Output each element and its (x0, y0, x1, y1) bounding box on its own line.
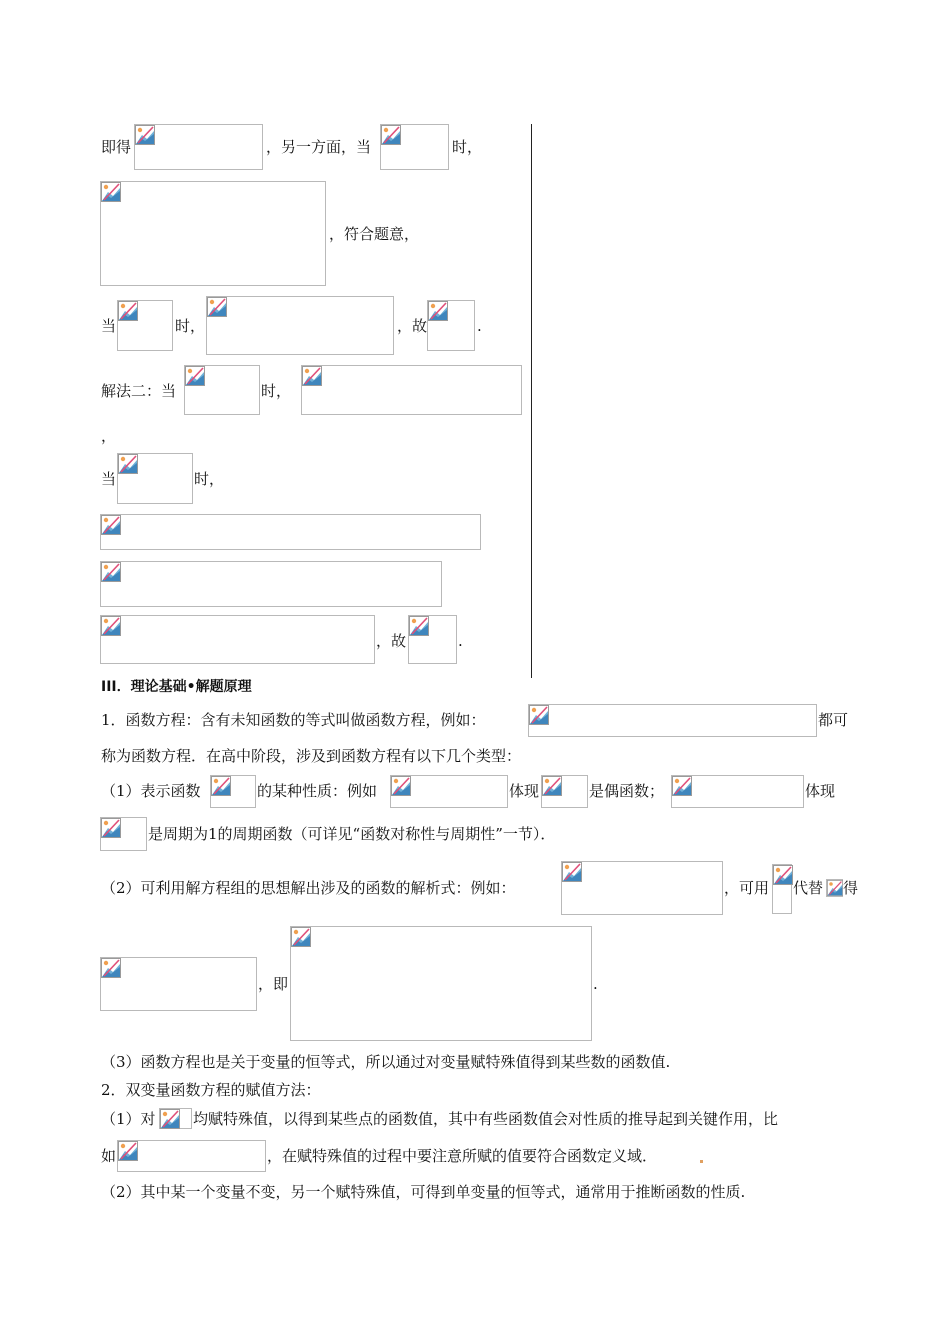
broken-image-icon (101, 515, 121, 535)
formula-image (117, 453, 193, 504)
section-heading: III．理论基础•解题原理 (101, 679, 252, 695)
text: ，故 (397, 317, 428, 335)
formula-image (301, 365, 522, 415)
formula-image (159, 1108, 192, 1129)
broken-image-icon (773, 865, 793, 885)
formula-image (134, 124, 263, 170)
broken-image-icon (211, 776, 231, 796)
text: ，另一方面，当 (266, 138, 372, 156)
broken-image-icon (118, 301, 138, 321)
text: 当 (101, 470, 117, 488)
broken-image-icon (101, 182, 121, 202)
formula-image (290, 926, 592, 1041)
broken-image-icon (118, 1141, 138, 1161)
broken-image-icon (185, 366, 205, 386)
broken-image-icon (101, 562, 121, 582)
formula-image (427, 300, 475, 351)
text: （1）对 (101, 1110, 156, 1128)
broken-image-icon (101, 958, 121, 978)
text: 的某种性质：例如 (257, 782, 378, 800)
formula-image (561, 861, 723, 915)
formula-image (117, 300, 173, 351)
broken-image-icon (672, 776, 692, 796)
formula-image (826, 879, 843, 897)
text: . (593, 975, 598, 993)
broken-image-icon (529, 705, 549, 725)
formula-image (100, 514, 481, 550)
formula-image (100, 957, 257, 1011)
text: ，符合题意， (329, 225, 420, 243)
text: 时， (194, 470, 225, 488)
text: 1．函数方程：含有未知函数的等式叫做函数方程，例如： (101, 711, 486, 729)
text: 是周期为1的周期函数（可详见“函数对称性与周期性”一节）． (148, 825, 556, 843)
text: . (477, 317, 482, 335)
formula-image (100, 817, 147, 851)
broken-image-icon (302, 366, 322, 386)
text: 均赋特殊值，以得到某些点的函数值，其中有些函数值会对性质的推导起到关键作用，比 (193, 1110, 779, 1128)
text: ，故 (376, 632, 407, 650)
text: （1）表示函数 (101, 782, 201, 800)
broken-image-icon (101, 818, 121, 838)
broken-image-icon (428, 301, 448, 321)
broken-image-icon (381, 125, 401, 145)
formula-image (100, 181, 326, 286)
broken-image-icon (409, 616, 429, 636)
formula-image (390, 775, 508, 808)
text: ，即 (258, 975, 289, 993)
formula-image (772, 864, 792, 914)
formula-image (184, 365, 260, 415)
formula-image (117, 1140, 266, 1172)
text: 是偶函数； (589, 782, 665, 800)
text: 时， (261, 382, 292, 400)
formula-image (528, 704, 817, 737)
formula-image (100, 615, 375, 664)
text: ， (101, 427, 117, 445)
text: 代替 (793, 879, 824, 897)
formula-image (210, 775, 256, 808)
formula-image (541, 775, 588, 808)
text: 解法二：当 (101, 382, 177, 400)
broken-image-icon (101, 616, 121, 636)
text: 如 (101, 1147, 117, 1165)
text: 得 (843, 879, 859, 897)
text: 时， (452, 138, 483, 156)
text: 体现 (805, 782, 836, 800)
broken-image-icon (160, 1109, 180, 1129)
broken-image-icon (542, 776, 562, 796)
text: 即得 (101, 138, 132, 156)
text: （2）可利用解方程组的思想解出涉及的函数的解析式：例如： (101, 879, 516, 897)
broken-image-icon (827, 880, 843, 896)
formula-image (100, 561, 442, 607)
broken-image-icon (118, 454, 138, 474)
broken-image-icon (562, 862, 582, 882)
stray-mark (700, 1160, 703, 1163)
formula-image (380, 124, 449, 170)
formula-image (671, 775, 804, 808)
text: . (458, 632, 463, 650)
text: 都可 (818, 711, 849, 729)
text: 体现 (509, 782, 540, 800)
text: 当 (101, 317, 117, 335)
formula-image (206, 296, 394, 355)
text: （2）其中某一个变量不变，另一个赋特殊值，可得到单变量的恒等式，通常用于推断函数的性质. (101, 1183, 746, 1201)
broken-image-icon (391, 776, 411, 796)
formula-image (408, 615, 457, 664)
text: 称为函数方程．在高中阶段，涉及到函数方程有以下几个类型： (101, 747, 522, 765)
column-divider (531, 124, 532, 678)
text: ，可用 (724, 879, 770, 897)
broken-image-icon (291, 927, 311, 947)
text: 2．双变量函数方程的赋值方法： (101, 1081, 321, 1099)
text: 时， (175, 317, 206, 335)
broken-image-icon (135, 125, 155, 145)
broken-image-icon (207, 297, 227, 317)
text: ，在赋特殊值的过程中要注意所赋的值要符合函数定义域． (267, 1147, 658, 1165)
text: （3）函数方程也是关于变量的恒等式，所以通过对变量赋特殊值得到某些数的函数值. (101, 1053, 671, 1071)
